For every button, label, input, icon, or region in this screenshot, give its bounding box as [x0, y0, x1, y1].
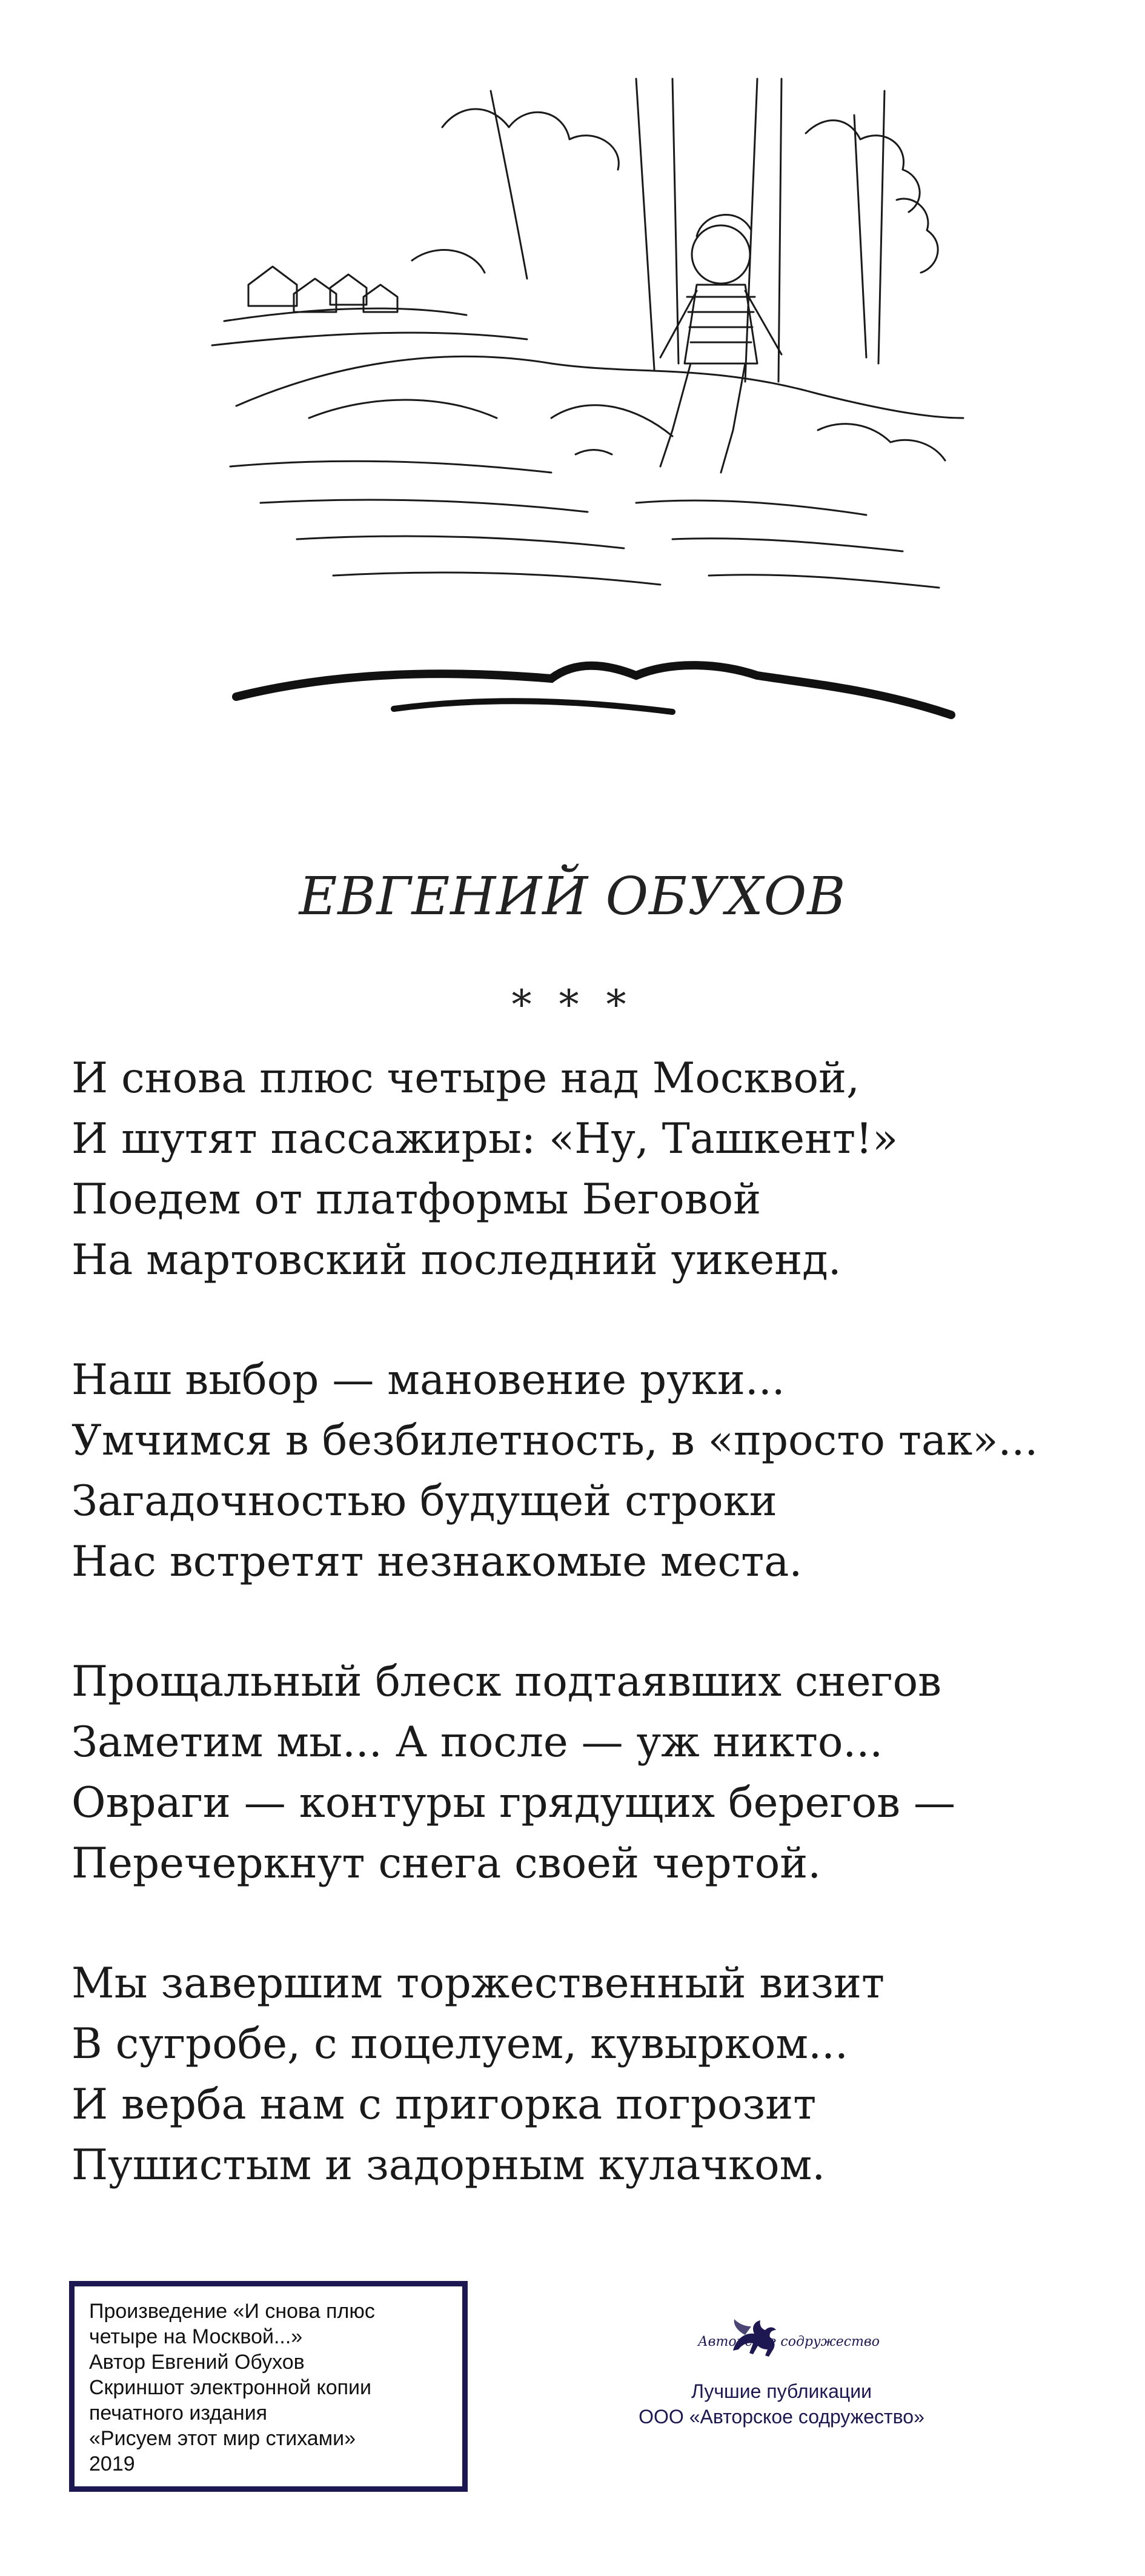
poem-line: Прощальный блеск подтаявших снегов: [71, 1658, 941, 1706]
section-separator: * * *: [511, 981, 634, 1028]
credit-box: [69, 2281, 468, 2492]
poem-line: Наш выбор — мановение руки...: [71, 1356, 785, 1404]
publisher-name: ООО «Авторское содружество»: [639, 2406, 924, 2428]
author-name: ЕВГЕНИЙ ОБУХОВ: [299, 866, 846, 927]
poem-line: В сугробе, с поцелуем, кувырком...: [71, 2020, 848, 2068]
boy-by-river-sketch-icon: [212, 79, 963, 751]
poem-line: На мартовский последний уикенд.: [71, 1236, 841, 1284]
stanza-2: [71, 1350, 1126, 1592]
credit-line: Автор Евгений Обухов: [89, 2351, 305, 2374]
poem-line: Умчимся в безбилетность, в «просто так»...: [71, 1416, 1038, 1465]
poem-line: И снова плюс четыре над Москвой,: [71, 1054, 860, 1103]
credit-line: печатного издания: [89, 2402, 268, 2425]
poem-line: Поедем от платформы Беговой: [71, 1175, 762, 1224]
stanza-3: [71, 1651, 1126, 1894]
publisher-block: [612, 2314, 951, 2429]
stanza-4: [71, 1953, 1126, 2196]
publisher-tagline: Лучшие публикации: [691, 2380, 872, 2402]
poem: [71, 1048, 1126, 2255]
poem-line: Пушистым и задорным кулачком.: [71, 2141, 826, 2189]
poem-line: Мы завершим торжественный визит: [71, 1959, 884, 2008]
pegasus-logo-icon: [698, 2314, 880, 2375]
credit-line: Произведение «И снова плюс: [89, 2300, 375, 2323]
credit-line: четыре на Москвой...»: [89, 2325, 303, 2348]
credit-line: «Рисуем этот мир стихами»: [89, 2427, 356, 2450]
poem-line: Перечеркнут снега своей чертой.: [71, 1839, 821, 1888]
poem-line: Нас встретят незнакомые места.: [71, 1538, 803, 1586]
publisher-logo-text: Авторское содружество: [698, 2334, 880, 2349]
poem-line: Овраги — контуры грядущих берегов —: [71, 1779, 955, 1827]
stanza-1: [71, 1048, 1126, 1290]
poem-line: И верба нам с пригорка погрозит: [71, 2080, 817, 2129]
poem-line: Заметим мы... А после — уж никто...: [71, 1718, 883, 1767]
credit-line: 2019: [89, 2452, 135, 2475]
poem-line: Загадочностью будущей строки: [71, 1477, 777, 1525]
poem-line: И шутят пассажиры: «Ну, Ташкент!»: [71, 1115, 898, 1163]
credit-line: Скриншот электронной копии: [89, 2376, 372, 2399]
